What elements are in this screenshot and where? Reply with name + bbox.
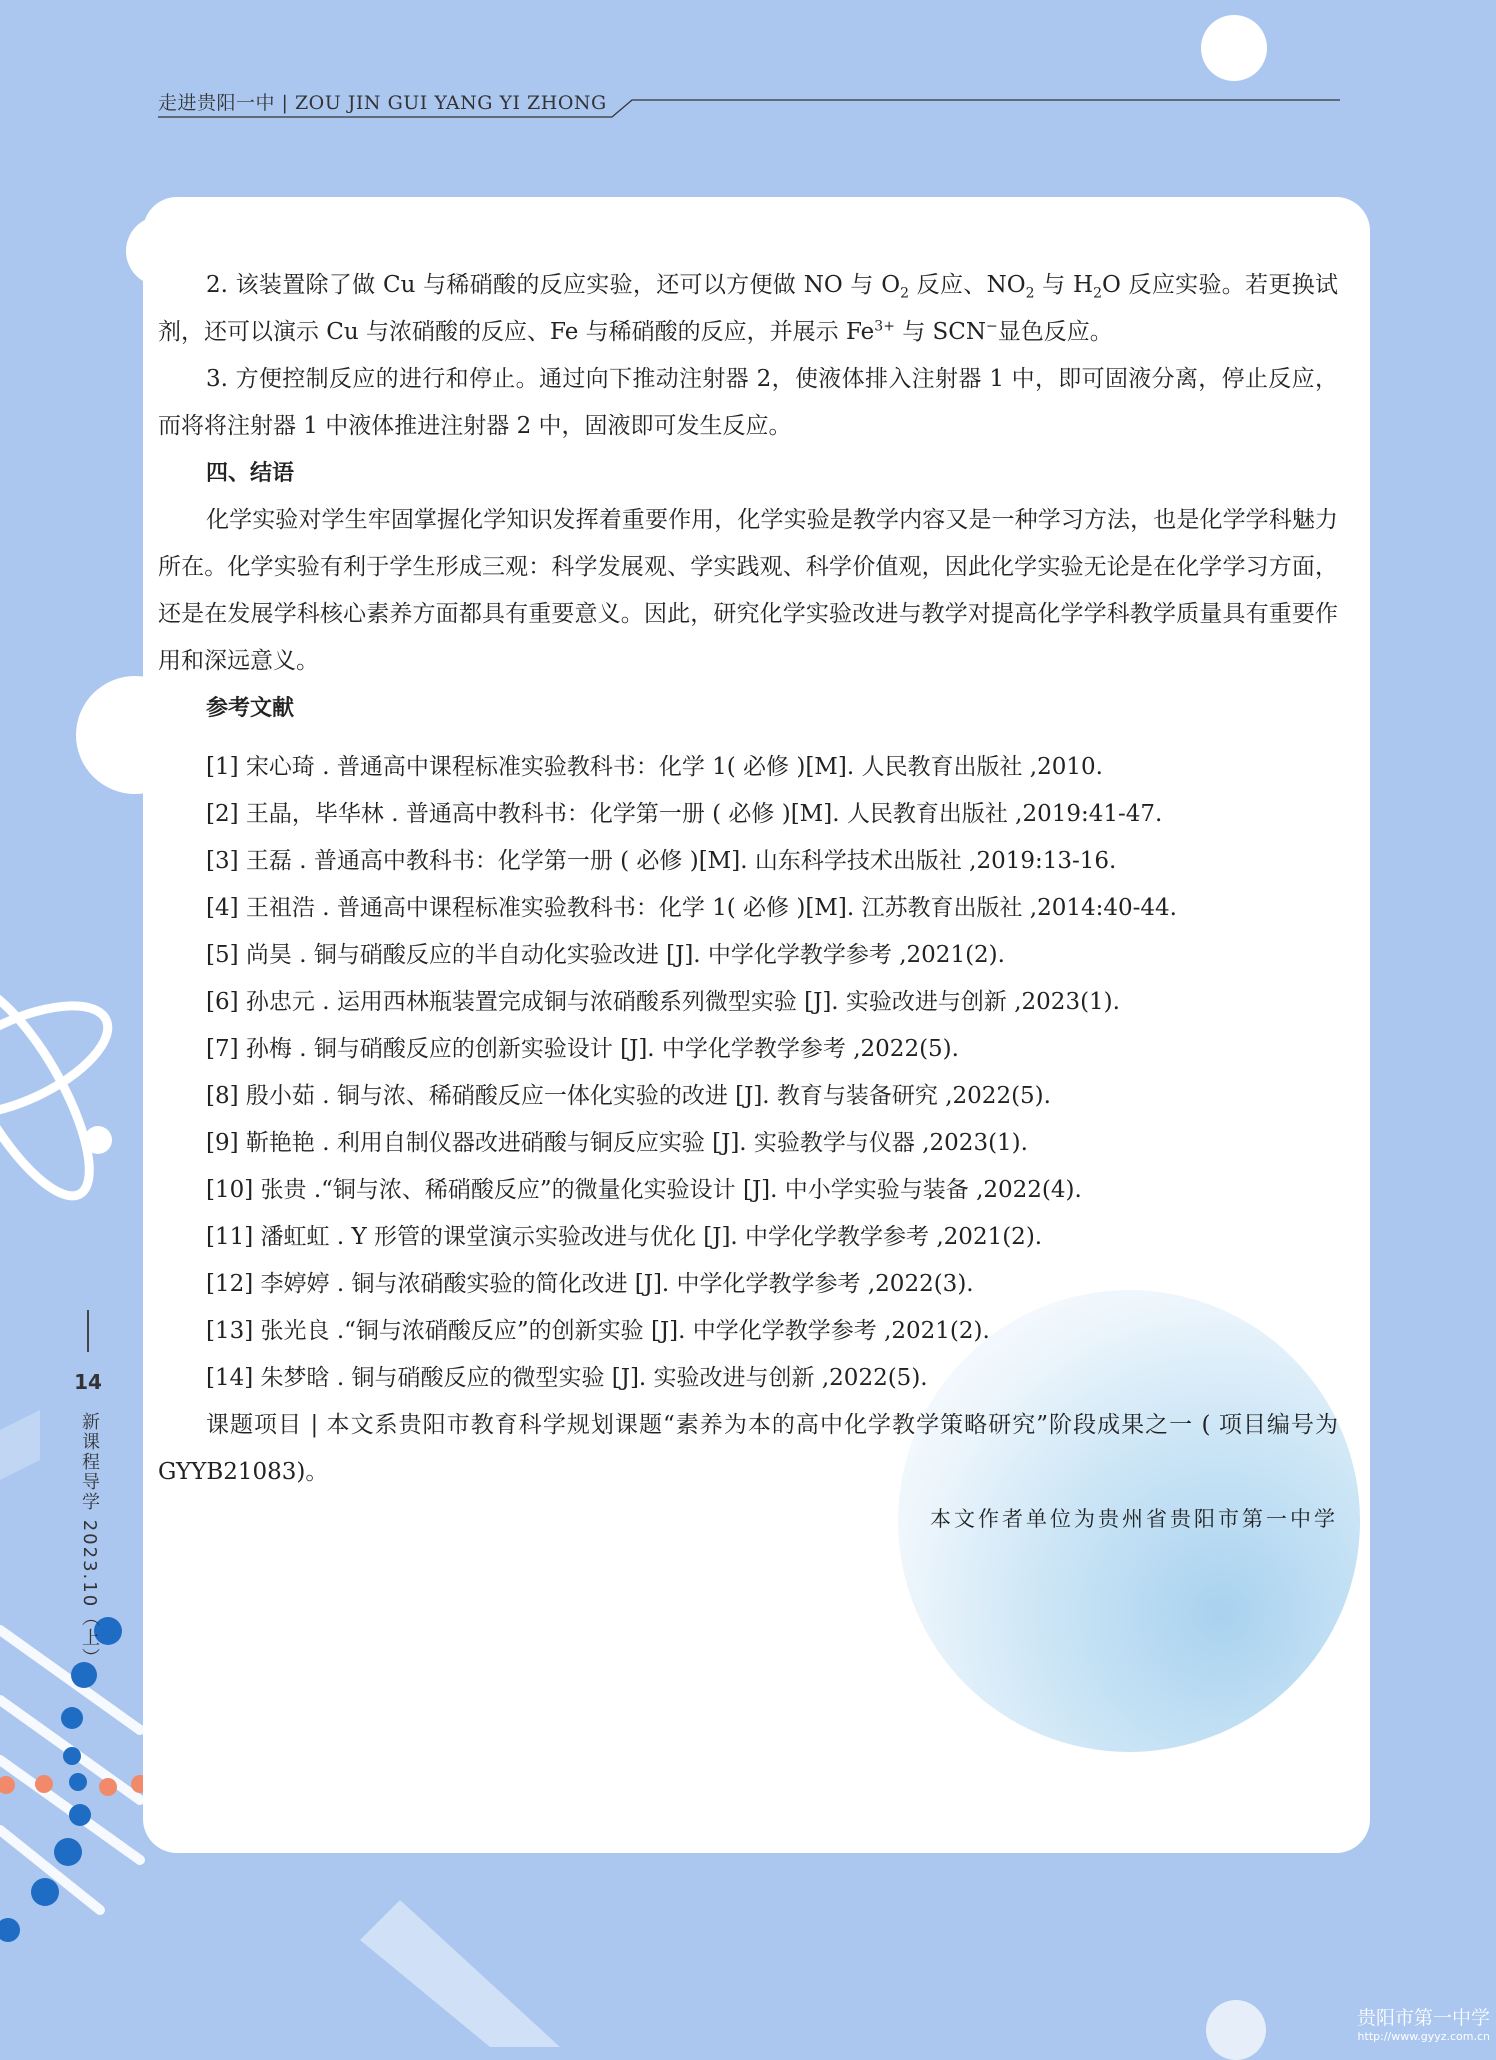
section-heading: 四、结语 (206, 461, 295, 486)
reference-item: [11] 潘虹虹 . Y 形管的课堂演示实验改进与优化 [J]. 中学化学教学参考 ,2021(2). (206, 1224, 1043, 1250)
reference-item: [5] 尚昊 . 铜与硝酸反应的半自动化实验改进 [J]. 中学化学教学参考 ,2021(2). (206, 942, 1005, 968)
project-note: 课题项目 | 本文系贵阳市教育科学规划课题“素养为本的高中化学教学策略研究”阶段成果之一 ( 项目编号为 GYYB21083)。 (158, 1412, 1338, 1485)
reference-item: [3] 王磊 . 普通高中教科书：化学第一册 ( 必修 )[M]. 山东科学技术出版社 ,2019:13-16. (206, 848, 1117, 874)
reference-item: [6] 孙忠元 . 运用西林瓶装置完成铜与浓硝酸系列微型实验 [J]. 实验改进与创新 ,2023(1). (206, 989, 1120, 1015)
reference-item: [1] 宋心琦 . 普通高中课程标准实验教科书：化学 1( 必修 )[M]. 人民教育出版社 ,2010. (206, 754, 1103, 780)
side-divider (87, 1310, 89, 1352)
paragraph-1: 2. 该装置除了做 Cu 与稀硝酸的反应实验，还可以方便做 NO 与 $O_2$ 反应、$NO_2$ 与 $H_2O$ 反应实验。若更换试剂，还可以演示 Cu 与浓硝酸的反应、Fe 与稀硝酸的反应，并展示 $Fe^{3+}$ 与 SCN−显色反应。 (158, 272, 1339, 345)
decorative-band-bottom (360, 1890, 560, 2047)
reference-item: [2] 王晶，毕华林 . 普通高中教科书：化学第一册 ( 必修 )[M]. 人民教育出版社 ,2019:41-47. (206, 801, 1163, 827)
references-heading: 参考文献 (206, 696, 295, 721)
references-list (158, 744, 1338, 1402)
paragraph-2: 3. 方便控制反应的进行和停止。通过向下推动注射器 2，使液体排入注射器 1 中，即可固液分离，停止反应，而将将注射器 1 中液体推进注射器 2 中，固液即可发生反应。 (158, 366, 1338, 439)
reference-item: [13] 张光良 .“铜与浓硝酸反应”的创新实验 [J]. 中学化学教学参考 ,2021(2). (206, 1318, 990, 1344)
reference-item: [10] 张贵 .“铜与浓、稀硝酸反应”的微量化实验设计 [J]. 中小学实验与装备 ,2022(4). (206, 1177, 1082, 1203)
reference-item: [12] 李婷婷 . 铜与浓硝酸实验的简化改进 [J]. 中学化学教学参考 ,2022(3). (206, 1271, 974, 1297)
magazine-issue: 新课程导学 2023.10（上） (79, 1412, 100, 1669)
dna-helix-decoration (0, 1400, 150, 1960)
watermark-school-name: 贵阳市第一中学 (1356, 2007, 1490, 2029)
watermark-url: http://www.gyyz.com.cn (1357, 2030, 1490, 2043)
article-body (158, 262, 1338, 1543)
decorative-circle-bottom (1206, 2000, 1266, 2060)
reference-item: [14] 朱梦晗 . 铜与硝酸反应的微型实验 [J]. 实验改进与创新 ,2022(5). (206, 1365, 928, 1391)
reference-item: [4] 王祖浩 . 普通高中课程标准实验教科书：化学 1( 必修 )[M]. 江苏教育出版社 ,2014:40-44. (206, 895, 1177, 921)
watermark (1357, 2003, 1490, 2043)
reference-item: [9] 靳艳艳 . 利用自制仪器改进硝酸与铜反应实验 [J]. 实验教学与仪器 ,2023(1). (206, 1130, 1028, 1156)
author-affiliation: 本文作者单位为贵州省贵阳市第一中学 (930, 1507, 1338, 1531)
paragraph-conclusion: 化学实验对学生牢固掌握化学知识发挥着重要作用，化学实验是教学内容又是一种学习方法，也是化学学科魅力所在。化学实验有利于学生形成三观：科学发展观、学实践观、科学价值观，因此化学实验无论是在化学学习方面，还是在发展学科核心素养方面都具有重要意义。因此，研究化学实验改进与教学对提高化学学科教学质量具有重要作用和深远意义。 (158, 507, 1338, 674)
reference-item: [8] 殷小茹 . 铜与浓、稀硝酸反应一体化实验的改进 [J]. 教育与装备研究 ,2022(5). (206, 1083, 1051, 1109)
header-title: 走进贵阳一中 | ZOU JIN GUI YANG YI ZHONG (158, 92, 607, 114)
page-number: 14 (74, 1370, 102, 1394)
reference-item: [7] 孙梅 . 铜与硝酸反应的创新实验设计 [J]. 中学化学教学参考 ,2022(5). (206, 1036, 959, 1062)
atom-icon (0, 960, 140, 1240)
